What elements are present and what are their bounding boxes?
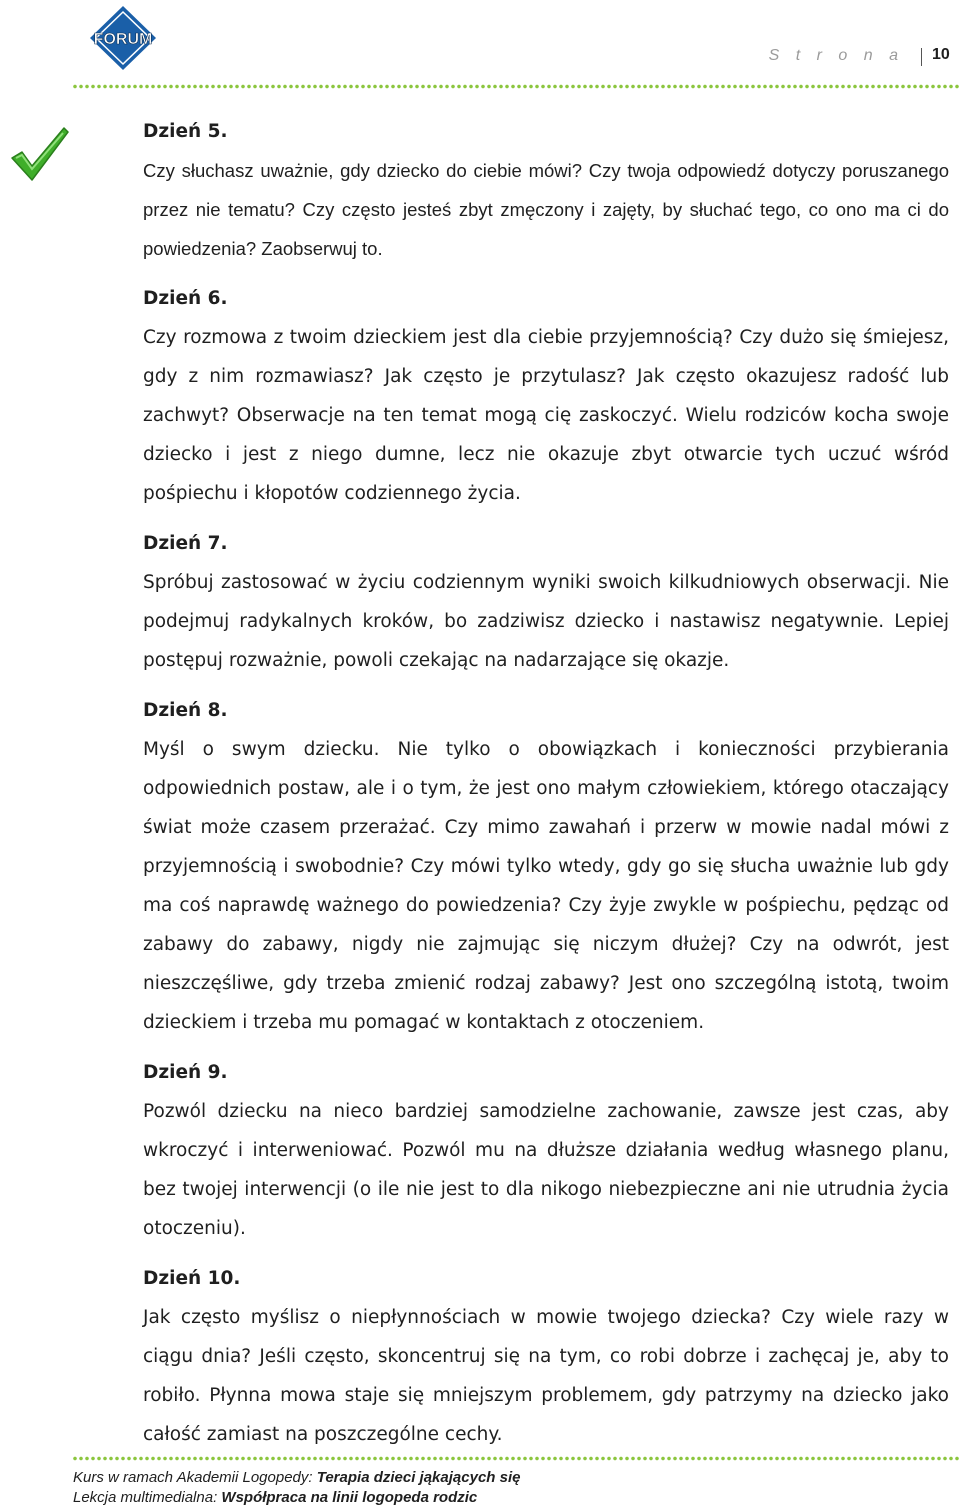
page-number: 10	[932, 46, 950, 63]
section-dzien-8	[143, 691, 949, 1042]
section-dzien-6	[143, 279, 949, 513]
footer-line-course	[73, 1468, 520, 1488]
forum-logo	[88, 6, 158, 70]
main-content	[143, 112, 949, 1465]
section-text: Jak często myślisz o niepłynnościach w mowie twojego dziecka? Czy wiele razy w ciągu dnia? Jeśli często, skoncentruj się na tym, co robi dobrze i zachęcaj je, aby to robiło. Płynna mowa staje się mniejszym problemem, gdy patrzymy na dziecko jako całość zamiast na poszczególne cechy.	[143, 1307, 949, 1445]
page-label: S t r o n a	[768, 47, 904, 64]
section-dzien-9	[143, 1053, 949, 1248]
section-text: Czy słuchasz uważnie, gdy dziecko do ciebie mówi? Czy twoja odpowiedź dotyczy poruszanego przez nie tematu? Czy często jesteś zbyt zmęczony i zajęty, by słuchać tego, co ono ma ci do powiedzenia? Zaobserwuj to.	[143, 160, 949, 259]
footer-divider	[72, 1456, 960, 1461]
section-text: Czy rozmowa z twoim dzieckiem jest dla ciebie przyjemnością? Czy dużo się śmiejesz, gdy z nim rozmawiasz? Jak często je przytulasz? Jak często okazujesz radość lub zachwyt? Obserwacje na ten temat mogą cię zaskoczyć. Wielu rodziców kocha swoje dziecko i jest z niego dumne, lecz nie okazuje zbyt otwarcie tych uczuć wśród pośpiechu i kłopotów codziennego życia.	[143, 327, 949, 504]
footer-lesson-prefix: Lekcja multimedialna:	[73, 1489, 222, 1506]
section-dzien-7	[143, 524, 949, 680]
section-heading: Dzień 9.	[143, 1062, 228, 1083]
section-heading: Dzień 8.	[143, 700, 228, 721]
footer-course-title: Terapia dzieci jąkających się	[316, 1469, 521, 1486]
section-heading: Dzień 6.	[143, 288, 228, 309]
section-text: Pozwól dziecku na nieco bardziej samodzielne zachowanie, zawsze jest czas, aby wkroczyć i interweniować. Pozwól mu na dłuższe działania według własnego planu, bez twojej interwencji (o ile nie jest to dla nikogo niebezpieczne ani nie utrudnia życia otoczeniu).	[143, 1101, 949, 1239]
footer	[73, 1468, 520, 1508]
footer-course-prefix: Kurs w ramach Akademii Logopedy:	[73, 1469, 317, 1486]
section-text: Myśl o swym dziecku. Nie tylko o obowiązkach i konieczności przybierania odpowiednich postaw, ale i o tym, że jest ono małym człowiekiem, którego otaczający świat może czasem przerażać. Czy mimo zawahań i przerw w mowie nadal mówi z przyjemnością i swobodnie? Czy mówi tylko wtedy, gdy go się słucha uważnie lub gdy ma coś naprawdę ważnego do powiedzenia? Czy żyje zwykle w pośpiechu, pędząc od zabawy do zabawy, nigdy nie zajmując się niczym dłużej? Czy na odwrót, jest nieszczęśliwe, gdy trzeba zmienić rodzaj zabawy? Jest ono szczególną istotą, twoim dzieckiem i trzeba mu pomagać w kontaktach z otoczeniem.	[143, 739, 949, 1033]
footer-line-lesson	[73, 1488, 520, 1508]
section-heading: Dzień 7.	[143, 533, 228, 554]
checkmark-icon	[8, 124, 70, 184]
section-text: Spróbuj zastosować w życiu codziennym wyniki swoich kilkudniowych obserwacji. Nie podejmuj radykalnych kroków, bo zadziwisz dziecko i nastawisz negatywnie. Lepiej postępuj rozważnie, powoli czekając na nadarzające się okazje.	[143, 572, 949, 671]
logo-text: FORUM	[93, 31, 153, 48]
section-dzien-10	[143, 1259, 949, 1454]
footer-lesson-title: Współpraca na linii logopeda rodzic	[221, 1489, 478, 1506]
page-separator	[921, 48, 922, 66]
section-heading: Dzień 10.	[143, 1268, 241, 1289]
header-divider	[72, 84, 960, 89]
section-heading: Dzień 5.	[143, 121, 228, 142]
section-dzien-5	[143, 112, 949, 268]
